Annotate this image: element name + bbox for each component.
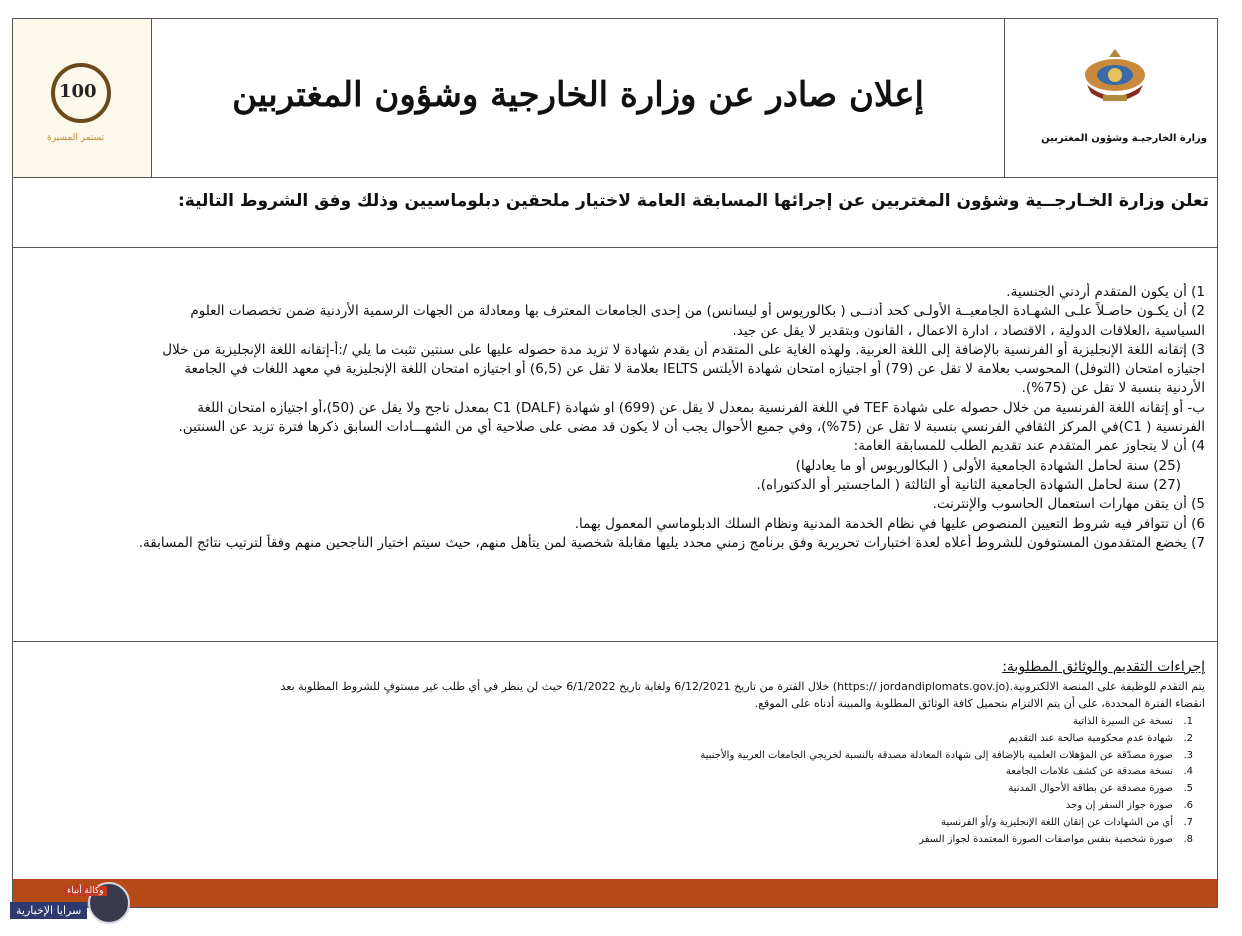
procedures-title: إجراءات التقديم والوثائق المطلوبة: [1002, 659, 1205, 675]
procedures-body-line: يتم التقدم للوظيفة على المنصة الالكترونية.(https:// jordandiplomats.gov.jo) خلال الفترة من تاريخ 6/12/2021 ولغاية تاريخ 6/1/2022 حيث لن ينظر في أي طلب غير مستوفٍ للشروط المطلوبة بعد [280, 680, 1205, 693]
condition-line: 5) أن يتقن مهارات استعمال الحاسوب والإنترنت. [932, 496, 1205, 513]
jordan-coat-of-arms-icon [1073, 45, 1157, 109]
footer-bar [13, 879, 1217, 907]
condition-line: ب- أو إتقانه اللغة الفرنسية من خلال حصوله على شهادة TEF في اللغة الفرنسية بمعدل لا يقل عن (699) او شهادة (DALF) C1 بمعدل ناجح ولا يقل عن (50)،أو اجتيازه امتحان اللغة [197, 399, 1205, 416]
page-title: إعلان صادر عن وزارة الخارجية وشؤون المغتربين [232, 75, 924, 115]
list-item: 5.صورة مصدقة عن بطاقة الأحوال المدنية [1008, 783, 1193, 795]
list-item: 4.نسخة مصدقة عن كشف علامات الجامعة [1005, 766, 1193, 778]
condition-line: 7) يخضع المتقدمون المستوفون للشروط أعلاه لعدة اختبارات تحريرية وفق برنامج زمني محدد يليها مقابلة شخصية لمن يتأهل منهم، حيث سيتم اختيار الناجحين منهم وفقاً لترتيب نتائج المسابقة. [138, 534, 1205, 551]
document-header [13, 19, 1217, 178]
list-item: 7.أي من الشهادات عن إتقان اللغة الإنجليزية و/أو الفرنسية [941, 816, 1193, 828]
documents-list [39, 714, 1205, 848]
conditions-list [39, 283, 1205, 553]
condition-line: الفرنسية ( C1)في المركز الثقافي الفرنسي بنسبة لا تقل عن (75%)، وفي جميع الأحوال يجب أن لا يكون قد مضى على صلاحية أي من الشهـــادات السابق ذكرها فترة تزيد عن السنتين. [178, 419, 1205, 436]
condition-line: 1) أن يكون المتقدم أردني الجنسية. [1006, 284, 1205, 300]
condition-line: (27) سنة لحامل الشهادة الجامعية الثانية أو الثالثة ( الماجستير أو الدكتوراه). [756, 476, 1181, 493]
condition-line: 4) أن لا يتجاوز عمر المتقدم عند تقديم الطلب للمسابقة العامة: [853, 438, 1205, 455]
ministry-crest-box [1004, 19, 1217, 177]
condition-line: 3) إتقانه اللغة الإنجليزية أو الفرنسية بالإضافة إلى اللغة العربية. ولهذه الغاية على المتقدم أن يقدم شهادة لا تزيد مدة حصوله عليها على سنتين تثبت ما يلي /:أ-إتقانه اللغة الإنجليزية من خلال [162, 341, 1205, 358]
condition-line: اجتيازه امتحان (التوفل) المحوسب بعلامة لا تقل عن (79) أو اجتيازه امتحان شهادة الأيلتس IELTS بعلامة لا تقل عن (6,5) أو اجتيازه امتحان اللغة الإنجليزية في معهد اللغات في الجامعة [184, 361, 1205, 378]
list-item: 1.نسخة عن السيرة الذاتية [1072, 716, 1193, 727]
procedures-body-line: انقضاء الفترة المحددة، على أن يتم الالتزام بتحميل كافة الوثائق المطلوبة والمبينة أدناه على الموقع. [754, 696, 1205, 710]
centennial-caption: تستمر المسيرة [47, 133, 105, 143]
list-item: 3.صورة مصدّقة عن المؤهلات العلمية بالإضافة إلى شهادة المعادلة مصدقة بالنسبة لخريجي الجامعات العربية والأجنبية [700, 749, 1193, 761]
announcement-document [12, 18, 1218, 908]
watermark-top-label: وكالة أنباء [64, 886, 107, 896]
procedures-body [39, 679, 1205, 712]
condition-line: 6) أن تتوافر فيه شروط التعيين المنصوص عليها في نظام الخدمة المدنية ونظام السلك الدبلوماسي المعمول بهما. [574, 515, 1205, 532]
list-item: 2.شهادة عدم محكومية صالحة عند التقديم [1008, 732, 1193, 744]
centennial-number: 100 [59, 81, 97, 102]
condition-line: الأردنية بنسبة لا تقل عن (75%). [1021, 380, 1205, 397]
condition-line: (25) سنة لحامل الشهادة الجامعية الأولى ( البكالوريوس أو ما يعادلها) [795, 457, 1181, 474]
condition-line: 2) أن يكـون حاصـلاً علـى الشهـادة الجامعيــة الأولـى كحد أدنــى ( بكالوريوس أو ليسانس) من إحدى الجامعات المعترف بها ومعادلة من الجهات الرسمية الأردنية ضمن تخصصات العلوم [190, 303, 1205, 320]
list-item: 6.صورة جواز السفر إن وجد [1065, 799, 1193, 811]
intro-statement: تعلن وزارة الخـارجــية وشؤون المغتربين عن إجرائها المسابقة العامة لاختيار ملحقين دبلوماسيين وذلك وفق الشروط التالية: [178, 191, 1209, 211]
news-agency-watermark [8, 880, 168, 926]
divider [13, 247, 1217, 248]
list-item: 8.صورة شخصية بنفس مواصفات الصورة المعتمدة لجواز السفر [919, 833, 1193, 845]
divider [13, 641, 1217, 642]
ministry-label: وزارة الخارجيـة وشؤون المغتربين [1041, 133, 1207, 144]
procedures-section [39, 659, 1205, 848]
condition-line: السياسية ،العلاقات الدولية ، الاقتصاد ، ادارة الاعمال ، القانون وبتقدير لا يقل عن جيد. [732, 322, 1205, 339]
watermark-name: سرايا الإخبارية [10, 902, 87, 919]
centennial-logo [13, 19, 152, 177]
